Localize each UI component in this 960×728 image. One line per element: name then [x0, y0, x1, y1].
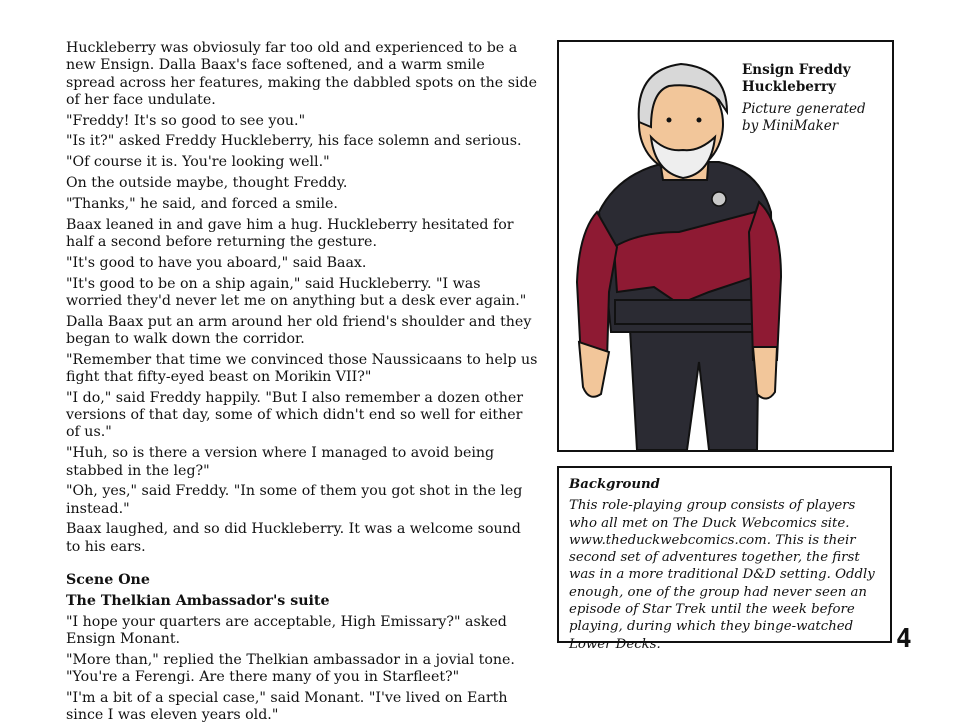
story-paragraph: "I do," said Freddy happily. "But I also remember a dozen other versions of that day, some of which didn't end so well for either of us.": [66, 389, 524, 441]
story-paragraph: Dalla Baax put an arm around her old friend's shoulder and they began to walk down the corridor.: [66, 313, 532, 347]
story-paragraph: Baax leaned in and gave him a hug. Huckleberry hesitated for half a second before returning the gesture.: [66, 216, 514, 250]
background-sidebar: [557, 466, 892, 652]
story-paragraph: Huckleberry was obviosuly far too old and experienced to be a new Ensign. Dalla Baax's face softened, and a warm smile spread across her features, making the dabbled spots on the side of her face undulate.: [66, 40, 538, 108]
story-paragraph: "Huh, so is there a version where I managed to avoid being stabbed in the leg?": [66, 445, 495, 479]
story-text: [66, 40, 538, 728]
location-heading: The Thelkian Ambassador's suite: [66, 592, 330, 609]
background-heading: Background: [569, 477, 660, 492]
story-paragraph: Baax laughed, and so did Huckleberry. It was a welcome sound to his ears.: [66, 521, 521, 555]
story-paragraph: "I hope your quarters are acceptable, High Emissary?" asked Ensign Monant.: [66, 613, 507, 647]
character-portrait-frame: [557, 40, 894, 452]
background-text: This role-playing group consists of players who all met on The Duck Webcomics site. www.theduckwebcomics.com. This is their second set of adventures together, the first was in a more traditional D&D setting. Oddly enough, one of the group had never seen an episode of Star Trek until the week before playing, during which they binge-watched Lower Decks.: [569, 498, 875, 652]
image-credit: Picture generated by MiniMaker: [742, 101, 866, 134]
story-paragraph: "More than," replied the Thelkian ambassador in a jovial tone. "You're a Ferengi. Are there many of you in Starfleet?": [66, 651, 515, 685]
portrait-caption: [742, 62, 882, 135]
scene-heading: Scene One: [66, 572, 150, 589]
story-paragraph: "I'm a bit of a special case," said Monant. "I've lived on Earth since I was eleven years old.": [66, 689, 508, 724]
story-paragraph: "Thanks," he said, and forced a smile.: [66, 195, 338, 212]
story-paragraph: "It's good to have you aboard," said Baax.: [66, 254, 367, 271]
character-name: Ensign Freddy Huckleberry: [742, 62, 851, 95]
story-paragraph: "Is it?" asked Freddy Huckleberry, his face solemn and serious.: [66, 133, 522, 150]
page-number: 4: [896, 624, 912, 654]
story-paragraph: "Oh, yes," said Freddy. "In some of them you got shot in the leg instead.": [66, 483, 523, 517]
story-paragraph: On the outside maybe, thought Freddy.: [66, 175, 348, 192]
story-paragraph: "Of course it is. You're looking well.": [66, 154, 330, 171]
story-paragraph: "Remember that time we convinced those Naussicaans to help us fight that fifty-eyed beast on Morikin VII?": [66, 351, 538, 386]
story-paragraph: "Freddy! It's so good to see you.": [66, 112, 306, 129]
story-paragraph: "It's good to be on a ship again," said Huckleberry. "I was worried they'd never let me on anything but a desk ever again.": [66, 275, 527, 309]
